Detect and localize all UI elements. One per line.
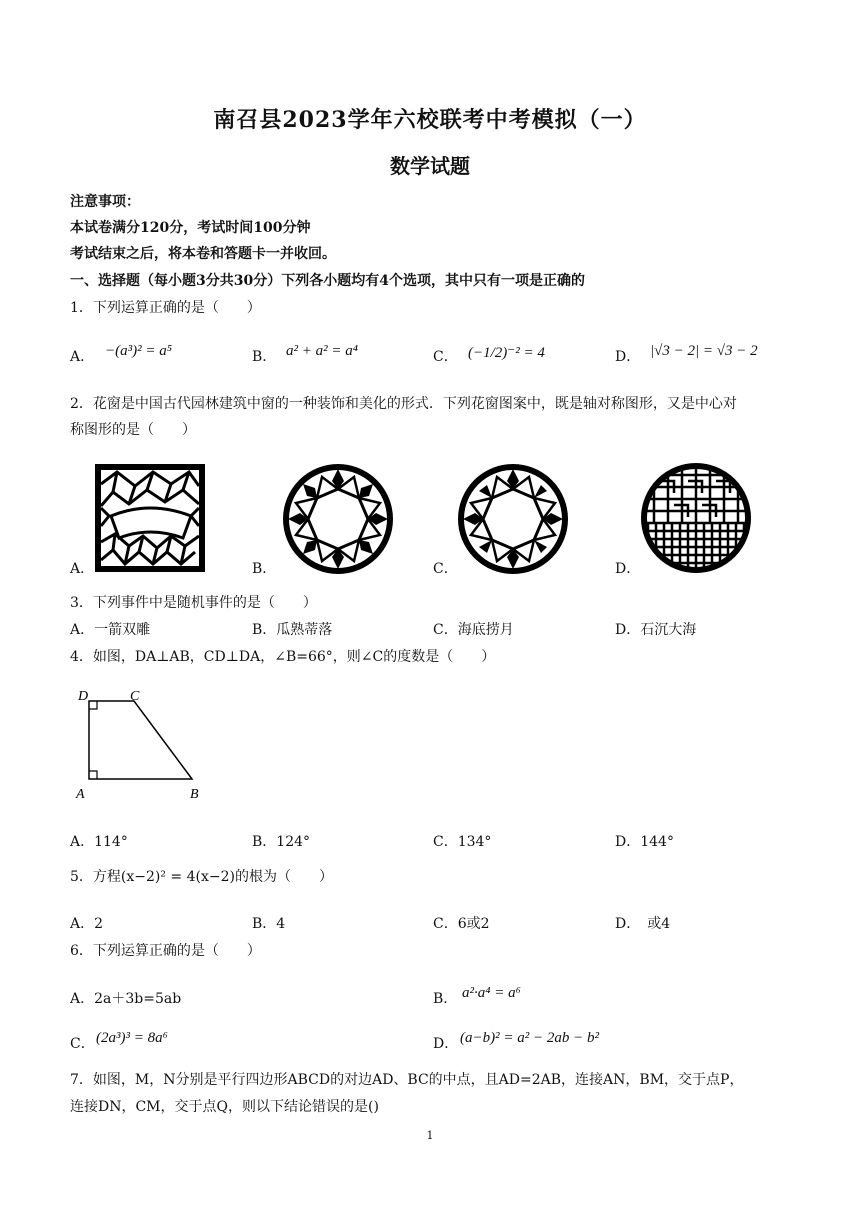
q2-label-d: D．	[615, 561, 641, 577]
notes-line-2: 考试结束之后，将本卷和答题卡一并收回。	[70, 246, 336, 262]
q3-option-b: B．瓜熟蒂落	[252, 622, 333, 638]
lattice-window-b-image	[282, 463, 394, 575]
q1-option-d: |√3 − 2| = √3 − 2	[650, 343, 758, 359]
q4-option-c: C．134°	[433, 834, 492, 850]
q6-option-d: (a−b)² = a² − 2ab − b²	[460, 1030, 599, 1046]
q1-option-a: −(a³)² = a⁵	[105, 343, 172, 359]
page-subtitle: 数学试题	[390, 154, 470, 178]
question-5-stem: 5．方程(x−2)² = 4(x−2)的根为（ ）	[70, 869, 333, 885]
q6-option-a: A．2a＋3b=5ab	[70, 991, 182, 1007]
notes-line-1: 本试卷满分120分，考试时间100分钟	[70, 220, 311, 236]
lattice-window-c-image	[457, 463, 569, 575]
q3-option-c: C．海底捞月	[433, 622, 514, 638]
q6-label-b: B．	[433, 991, 458, 1007]
page-number: 1	[426, 1129, 434, 1142]
question-1-stem: 1．下列运算正确的是（ ）	[70, 300, 261, 316]
q1-option-b: a² + a² = a⁴	[286, 343, 358, 359]
q1-label-b: B．	[252, 349, 277, 365]
section-heading: 一、选择题（每小题3分共30分）下列各小题均有4个选项，其中只有一项是正确的	[70, 273, 585, 289]
q5-option-b: B．4	[252, 916, 286, 932]
vertex-label-a: A	[76, 787, 85, 802]
notes-heading: 注意事项：	[70, 194, 140, 210]
q6-option-b: a²·a⁴ = a⁶	[462, 985, 521, 1001]
question-6-stem: 6．下列运算正确的是（ ）	[70, 943, 261, 959]
q4-option-d: D．144°	[615, 834, 674, 850]
q2-label-c: C．	[433, 561, 458, 577]
lattice-window-d-image	[640, 461, 752, 575]
q5-option-c: C．6或2	[433, 916, 490, 932]
q2-label-b: B．	[252, 561, 277, 577]
q1-option-c: (−1/2)⁻² = 4	[468, 345, 545, 361]
q1-label-a: A．	[70, 349, 95, 365]
vertex-label-c: C	[130, 689, 140, 704]
question-2-stem-line-2: 称图形的是（ ）	[70, 422, 196, 438]
q6-label-c: C．	[70, 1036, 95, 1052]
q1-label-d: D．	[615, 349, 641, 365]
question-4-stem: 4．如图，DA⊥AB，CD⊥DA，∠B=66°，则∠C的度数是（ ）	[70, 649, 496, 665]
q4-option-a: A．114°	[70, 834, 128, 850]
question-7-line-1: 7．如图，M，N分别是平行四边形ABCD的对边AD、BC的中点，且AD=2AB，连接AN，BM，交于点P，	[70, 1072, 744, 1088]
q6-label-d: D．	[433, 1036, 459, 1052]
trapezoid-figure	[72, 684, 212, 806]
q1-label-c: C．	[433, 349, 458, 365]
question-7-line-2: 连接DN，CM，交于点Q，则以下结论错误的是()	[70, 1099, 379, 1115]
question-2-stem-line-1: 2．花窗是中国古代园林建筑中窗的一种装饰和美化的形式．下列花窗图案中，既是轴对称图形，又是中心对	[70, 396, 737, 412]
q5-option-a: A．2	[70, 916, 104, 932]
q5-option-d: D． 或4	[615, 916, 671, 932]
question-3-stem: 3．下列事件中是随机事件的是（ ）	[70, 595, 317, 611]
vertex-label-d: D	[78, 689, 89, 704]
q4-option-b: B．124°	[252, 834, 311, 850]
q2-label-a: A．	[70, 561, 95, 577]
page-title: 南召县2023学年六校联考中考模拟（一）	[213, 107, 647, 133]
lattice-window-a-image	[95, 464, 205, 572]
vertex-label-b: B	[190, 787, 199, 802]
q3-option-a: A．一箭双雕	[70, 622, 151, 638]
q6-option-c: (2a³)³ = 8a⁶	[96, 1030, 168, 1046]
q3-option-d: D．石沉大海	[615, 622, 697, 638]
